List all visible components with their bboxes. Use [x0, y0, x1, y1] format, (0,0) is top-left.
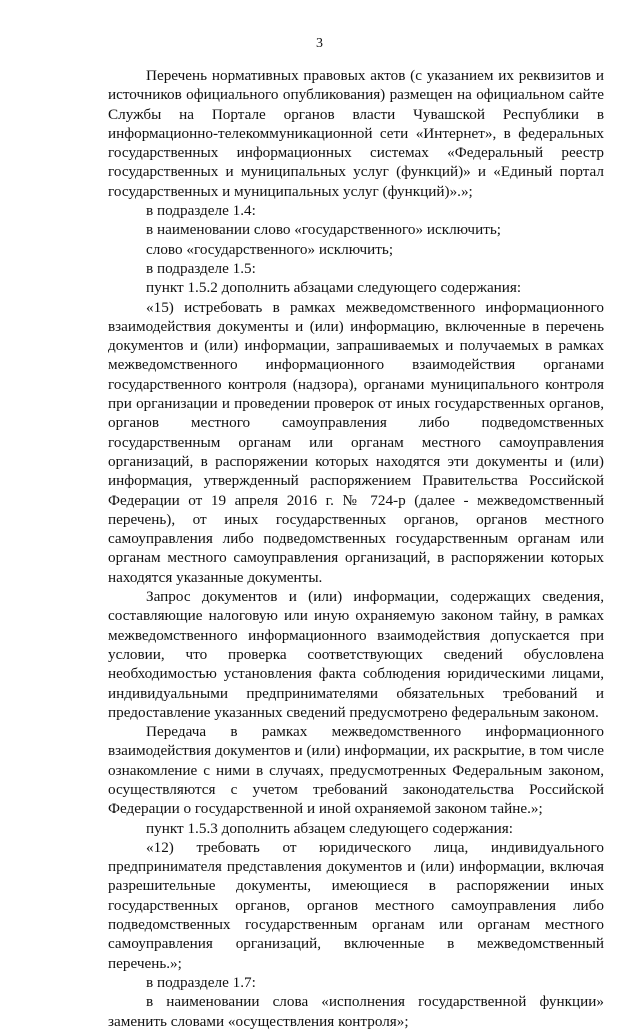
paragraph-transfer: Передача в рамках межведомственного информационного взаимодействия документов и (или) информации, их раскрытие, в том числе ознакомление с ними в случаях, предусмотренных Федеральным законом, осуществляются с учетом требований законодательства Российской Федерации о государственной и иной охраняемой законом тайне.»; [108, 723, 604, 818]
paragraph-regulatory-list: Перечень нормативных правовых актов (с указанием их реквизитов и источников официального опубликования) размещен на официальном сайте Службы на Портале органов власти Чувашской Республики в информационно-телекоммуникационной сети «Интернет», в федеральных государственных информационных системах «Федеральный реестр государственных и муниципальных услуг (функций)» и «Единый портал государственных и муниципальных услуг (функций)».»; [108, 67, 604, 200]
paragraph-subsection-1-5: в подразделе 1.5: [146, 259, 256, 277]
paragraph-request-secret: Запрос документов и (или) информации, содержащих сведения, составляющие налоговую или иную охраняемую законом тайну, в рамках межведомственного информационного взаимодействия допускается при условии, что проверка соответствующих сведений обусловлена необходимостью установления факта соблюдения юридическими лицами, индивидуальными предпринимателями обязательных требований и предоставление указанных сведений предусмотрено федеральным законом. [108, 588, 604, 721]
paragraph-item-12: «12) требовать от юридического лица, индивидуального предпринимателя представления документов и (или) информации, включая разрешительные документы, имеющиеся в распоряжении иных государственных органов, органов местного самоуправления либо подведомственных государственным органам или органам местного самоуправления организаций, включенные в межведомственный перечень.»; [108, 838, 604, 972]
page-number: 3 [316, 36, 323, 51]
document-body [108, 66, 604, 1031]
paragraph-clause-1-5-2: пункт 1.5.2 дополнить абзацами следующего содержания: [146, 279, 522, 297]
paragraph-clause-1-5-3: пункт 1.5.3 дополнить абзацем следующего содержания: [146, 819, 514, 837]
paragraph-title-words-replace: в наименовании слова «исполнения государственной функции» заменить словами «осуществления контроля»; [108, 993, 604, 1030]
paragraph-subsection-1-7: в подразделе 1.7: [146, 973, 256, 991]
paragraph-title-change: в наименовании слово «государственного» исключить; [146, 221, 501, 239]
paragraph-item-15: «15) истребовать в рамках межведомственного информационного взаимодействия документы и (или) информацию, включенные в перечень документов и (или) информации, запрашиваемых и получаемых в рамках межведомственного информационного взаимодействия органами государственного контроля (надзора), органами муниципального контроля при организации и проведении проверок от иных государственных органов, органов местного самоуправления либо подведомственных государственным органам или органам местного самоуправления организаций, в распоряжении которых находятся эти документы и (или) информация, утвержденный распоряжением Правительства Российской Федерации от 19 апреля 2016 г. № 724-р (далее - межведомственный перечень), от иных государственных органов, органов местного самоуправления либо подведомственных государственным органам или органам местного самоуправления организаций, в распоряжении которых находятся указанные документы. [108, 298, 604, 586]
paragraph-word-removal: слово «государственного» исключить; [146, 240, 394, 258]
paragraph-subsection-1-4: в подразделе 1.4: [146, 202, 256, 220]
